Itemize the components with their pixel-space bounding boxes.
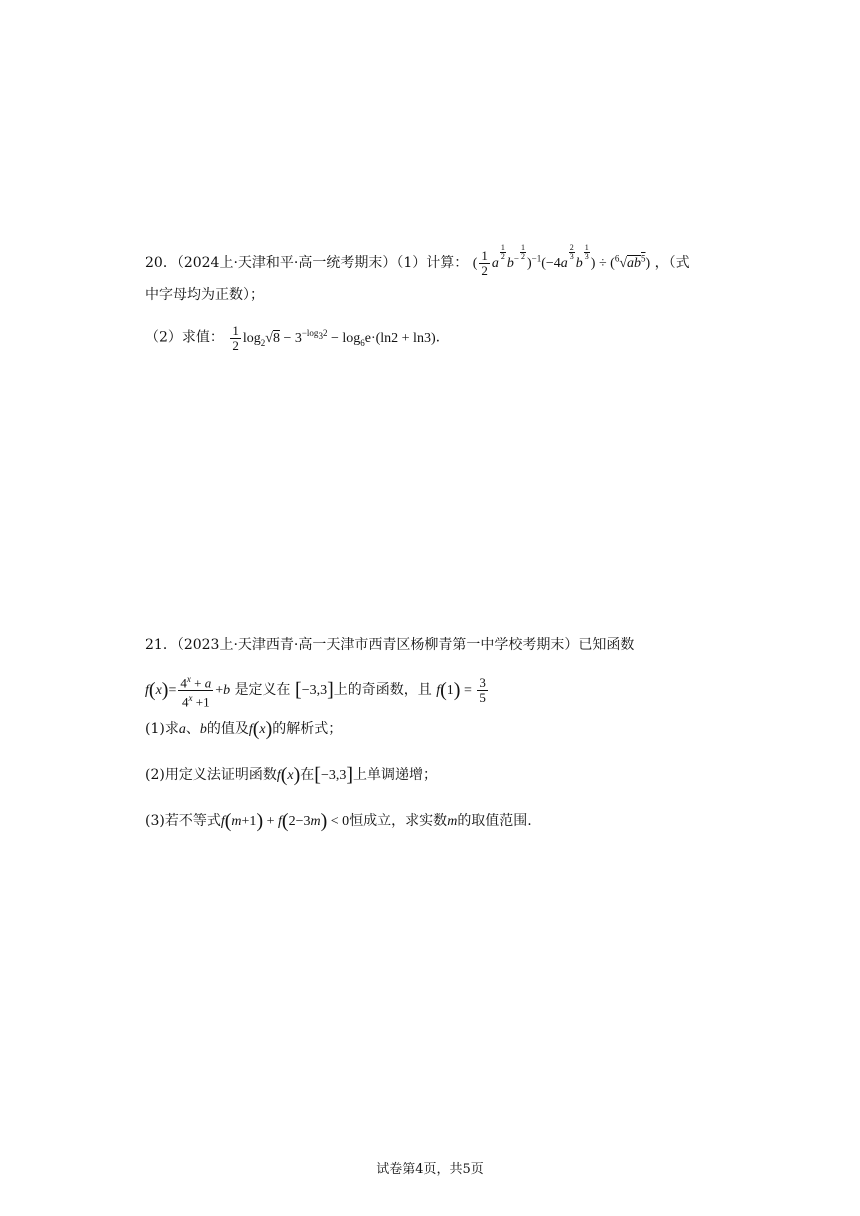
question-21-part2-b: 在 xyxy=(300,767,315,783)
question-21-domain: [−3,3] xyxy=(295,679,334,702)
question-21-def-text2: 上的奇函数，且 xyxy=(333,682,432,699)
var-b: b xyxy=(199,722,207,737)
question-20-line1 xyxy=(145,244,690,278)
question-20-part2 xyxy=(145,322,440,353)
question-21-part2 xyxy=(145,764,437,787)
question-21-part2-a: (2)用定义法证明函数 xyxy=(145,767,277,783)
var-m: m xyxy=(447,814,458,829)
question-20-source: （2024上·天津和平·高一统考期末） xyxy=(176,255,397,271)
question-20-expression-2: $\frac{1}{2}$ $\log_2√8 - 3^{-log_32} - \log_6e\cdot(\ln 2 + \ln 3)$ xyxy=(232,322,436,353)
question-21-part3-a: (3)若不等式 xyxy=(145,813,221,829)
question-21-part3-b: 恒成立，求实数 xyxy=(349,813,448,829)
inequality: f(m+1) + f(2−3m) < 0 xyxy=(220,810,350,832)
question-21-part1-d: 的解析式； xyxy=(272,721,343,737)
question-20-part2-prefix: （2）求值： xyxy=(145,329,224,346)
question-20-part1-prefix: （1）计算： xyxy=(396,255,469,271)
domain-2: [−3,3] xyxy=(314,764,354,786)
func-fx-2: f(x) xyxy=(276,764,301,786)
var-a: a xyxy=(178,722,186,737)
question-21-part3-c: 的取值范围. xyxy=(457,813,532,829)
question-20-number: 20． xyxy=(145,255,177,271)
question-21-source: （2023上·天津西青·高一天津市西青区杨柳青第一中学校考期末）已知函数 xyxy=(176,637,635,653)
question-20-part2-end: . xyxy=(435,329,441,346)
question-21-line1 xyxy=(145,634,634,656)
question-20-part1-suffix: ，（式 xyxy=(654,255,690,271)
question-21-definition xyxy=(145,672,490,710)
func-fx: f(x) xyxy=(248,718,273,740)
page-footer: 试卷第4页，共5页 xyxy=(376,1162,484,1177)
question-20-expression-1: ( $\frac{1}{2}$ a $\frac{1}{2}$ b− $\frac{1}{2}$ )$^{-1}$(−4a $\frac{2}{3}$ b $\frac{1}{3}$ ) ÷ $(^6√ab^5)$ xyxy=(472,243,651,279)
question-21-number: 21． xyxy=(145,637,177,653)
question-21-function: f(x)= $\frac{4^x + a}{4^x +1}$ +b xyxy=(145,674,231,710)
question-21-part2-c: 上单调递增； xyxy=(353,767,438,783)
question-21-part1 xyxy=(145,718,342,741)
question-21-part3 xyxy=(145,810,532,833)
question-21-def-text: 是定义在 xyxy=(234,682,291,699)
question-21-condition: f(1) = $\frac{3}{5}$ xyxy=(436,675,486,706)
question-21-part1-c: 的值及 xyxy=(206,721,249,737)
question-21-part1-b: 、 xyxy=(185,721,200,737)
question-20-line2 xyxy=(145,284,264,306)
question-21-part1-a: (1)求 xyxy=(145,721,179,737)
question-20-part1-line2: 中字母均为正数）； xyxy=(145,287,264,303)
